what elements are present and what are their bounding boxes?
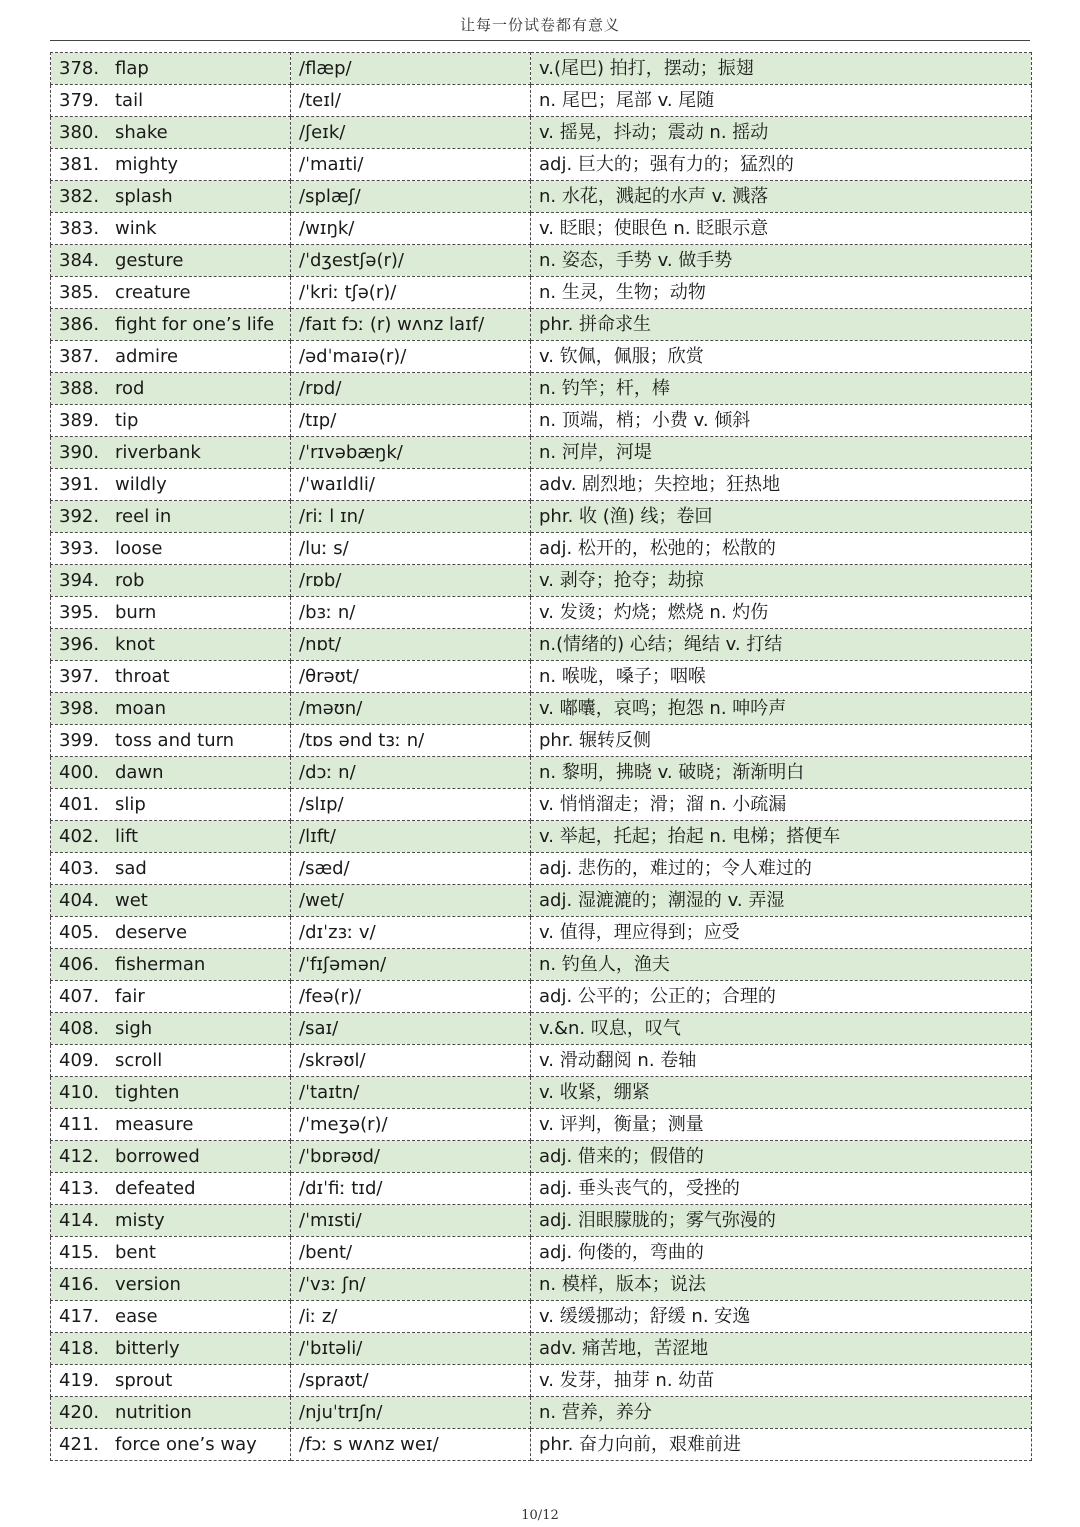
meaning-cell: adj. 借来的；假借的 bbox=[531, 1141, 1032, 1173]
table-row bbox=[51, 373, 1032, 405]
entry-number: 408. bbox=[59, 1017, 100, 1039]
meaning-cell: n. 顶端，梢；小费 v. 倾斜 bbox=[531, 405, 1032, 437]
meaning-cell: n. 钓竿；杆，棒 bbox=[531, 373, 1032, 405]
entry-number: 394. bbox=[59, 569, 100, 591]
table-row bbox=[51, 213, 1032, 245]
word-cell bbox=[51, 725, 291, 757]
table-row bbox=[51, 309, 1032, 341]
entry-word: sprout bbox=[115, 1369, 173, 1391]
phonetic-cell: /ˈbɪtəli/ bbox=[291, 1333, 531, 1365]
table-row bbox=[51, 53, 1032, 85]
word-cell bbox=[51, 1429, 291, 1461]
entry-number: 404. bbox=[59, 889, 100, 911]
meaning-cell: v. 摇晃，抖动；震动 n. 摇动 bbox=[531, 117, 1032, 149]
entry-word: wildly bbox=[115, 473, 167, 495]
entry-number: 378. bbox=[59, 57, 100, 79]
entry-word: nutrition bbox=[115, 1401, 192, 1423]
phonetic-cell: /ˈvɜː ʃn/ bbox=[291, 1269, 531, 1301]
word-cell bbox=[51, 565, 291, 597]
word-cell bbox=[51, 1237, 291, 1269]
phonetic-cell: /ˈmaɪti/ bbox=[291, 149, 531, 181]
word-cell bbox=[51, 597, 291, 629]
entry-number: 380. bbox=[59, 121, 100, 143]
entry-word: force one’s way bbox=[115, 1433, 257, 1455]
meaning-cell: adj. 垂头丧气的，受挫的 bbox=[531, 1173, 1032, 1205]
entry-number: 402. bbox=[59, 825, 100, 847]
meaning-cell: v. 剥夺；抢夺；劫掠 bbox=[531, 565, 1032, 597]
word-cell bbox=[51, 629, 291, 661]
phonetic-cell: /spraʊt/ bbox=[291, 1365, 531, 1397]
entry-word: fight for one’s life bbox=[115, 313, 275, 335]
entry-word: dawn bbox=[115, 761, 164, 783]
meaning-cell: v. 眨眼；使眼色 n. 眨眼示意 bbox=[531, 213, 1032, 245]
word-cell bbox=[51, 917, 291, 949]
entry-word: toss and turn bbox=[115, 729, 235, 751]
entry-word: rod bbox=[115, 377, 145, 399]
meaning-cell: v. 评判，衡量；测量 bbox=[531, 1109, 1032, 1141]
entry-word: lift bbox=[115, 825, 139, 847]
entry-number: 415. bbox=[59, 1241, 100, 1263]
entry-word: mighty bbox=[115, 153, 179, 175]
phonetic-cell: /ˈfɪʃəmən/ bbox=[291, 949, 531, 981]
phonetic-cell: /nɒt/ bbox=[291, 629, 531, 661]
meaning-cell: n. 钓鱼人，渔夫 bbox=[531, 949, 1032, 981]
word-cell bbox=[51, 757, 291, 789]
meaning-cell: n. 黎明，拂晓 v. 破晓；渐渐明白 bbox=[531, 757, 1032, 789]
word-cell bbox=[51, 1397, 291, 1429]
meaning-cell: v. 举起，托起；抬起 n. 电梯；搭便车 bbox=[531, 821, 1032, 853]
phonetic-cell: /bent/ bbox=[291, 1237, 531, 1269]
phonetic-cell: /njuˈtrɪʃn/ bbox=[291, 1397, 531, 1429]
meaning-cell: adj. 公平的；公正的；合理的 bbox=[531, 981, 1032, 1013]
entry-word: flap bbox=[115, 57, 149, 79]
word-cell bbox=[51, 1045, 291, 1077]
entry-word: fisherman bbox=[115, 953, 206, 975]
table-row bbox=[51, 277, 1032, 309]
meaning-cell: v. 缓缓挪动；舒缓 n. 安逸 bbox=[531, 1301, 1032, 1333]
table-row bbox=[51, 1333, 1032, 1365]
entry-number: 411. bbox=[59, 1113, 100, 1135]
phonetic-cell: /ədˈmaɪə(r)/ bbox=[291, 341, 531, 373]
table-row bbox=[51, 437, 1032, 469]
entry-number: 416. bbox=[59, 1273, 100, 1295]
word-cell bbox=[51, 373, 291, 405]
word-cell bbox=[51, 1141, 291, 1173]
phonetic-cell: /skrəʊl/ bbox=[291, 1045, 531, 1077]
word-cell bbox=[51, 661, 291, 693]
phonetic-cell: /splæʃ/ bbox=[291, 181, 531, 213]
phonetic-cell: /ˈrɪvəbæŋk/ bbox=[291, 437, 531, 469]
word-cell bbox=[51, 1365, 291, 1397]
table-row bbox=[51, 629, 1032, 661]
phonetic-cell: /bɜː n/ bbox=[291, 597, 531, 629]
phonetic-cell: /wet/ bbox=[291, 885, 531, 917]
meaning-cell: adj. 悲伤的，难过的；令人难过的 bbox=[531, 853, 1032, 885]
table-row bbox=[51, 693, 1032, 725]
entry-word: wink bbox=[115, 217, 157, 239]
entry-number: 417. bbox=[59, 1305, 100, 1327]
page-header: 让每一份试卷都有意义 bbox=[459, 16, 620, 34]
phonetic-cell: /ˈdʒestʃə(r)/ bbox=[291, 245, 531, 277]
entry-number: 413. bbox=[59, 1177, 100, 1199]
meaning-cell: v. 嘟囔，哀鸣；抱怨 n. 呻吟声 bbox=[531, 693, 1032, 725]
entry-number: 397. bbox=[59, 665, 100, 687]
page-number: 10/12 bbox=[521, 1508, 559, 1523]
phonetic-cell: /rɒb/ bbox=[291, 565, 531, 597]
entry-word: moan bbox=[115, 697, 166, 719]
word-cell bbox=[51, 1269, 291, 1301]
meaning-cell: v. 值得，理应得到；应受 bbox=[531, 917, 1032, 949]
phonetic-cell: /sæd/ bbox=[291, 853, 531, 885]
entry-number: 400. bbox=[59, 761, 100, 783]
word-cell bbox=[51, 693, 291, 725]
entry-number: 382. bbox=[59, 185, 100, 207]
entry-word: tail bbox=[115, 89, 144, 111]
entry-number: 407. bbox=[59, 985, 100, 1007]
entry-word: creature bbox=[115, 281, 191, 303]
meaning-cell: v. 收紧，绷紧 bbox=[531, 1077, 1032, 1109]
entry-word: defeated bbox=[115, 1177, 196, 1199]
entry-word: gesture bbox=[115, 249, 184, 271]
meaning-cell: n. 尾巴；尾部 v. 尾随 bbox=[531, 85, 1032, 117]
word-cell bbox=[51, 1205, 291, 1237]
entry-number: 393. bbox=[59, 537, 100, 559]
word-cell bbox=[51, 1109, 291, 1141]
table-row bbox=[51, 405, 1032, 437]
meaning-cell: n. 喉咙，嗓子；咽喉 bbox=[531, 661, 1032, 693]
entry-number: 379. bbox=[59, 89, 100, 111]
word-cell bbox=[51, 117, 291, 149]
table-row bbox=[51, 821, 1032, 853]
phonetic-cell: /saɪ/ bbox=[291, 1013, 531, 1045]
word-cell bbox=[51, 437, 291, 469]
entry-number: 391. bbox=[59, 473, 100, 495]
entry-word: scroll bbox=[115, 1049, 163, 1071]
table-row bbox=[51, 1141, 1032, 1173]
meaning-cell: phr. 奋力向前，艰难前进 bbox=[531, 1429, 1032, 1461]
table-row bbox=[51, 181, 1032, 213]
phonetic-cell: /wɪŋk/ bbox=[291, 213, 531, 245]
entry-word: wet bbox=[115, 889, 148, 911]
entry-word: rob bbox=[115, 569, 145, 591]
phonetic-cell: /məʊn/ bbox=[291, 693, 531, 725]
meaning-cell: n.(情绪的) 心结；绳结 v. 打结 bbox=[531, 629, 1032, 661]
phonetic-cell: /slɪp/ bbox=[291, 789, 531, 821]
meaning-cell: n. 生灵，生物；动物 bbox=[531, 277, 1032, 309]
phonetic-cell: /fɔː s wʌnz weɪ/ bbox=[291, 1429, 531, 1461]
phonetic-cell: /rɒd/ bbox=[291, 373, 531, 405]
word-cell bbox=[51, 1013, 291, 1045]
word-cell bbox=[51, 533, 291, 565]
word-cell bbox=[51, 53, 291, 85]
entry-word: slip bbox=[115, 793, 146, 815]
entry-word: fair bbox=[115, 985, 145, 1007]
word-cell bbox=[51, 469, 291, 501]
phonetic-cell: /feə(r)/ bbox=[291, 981, 531, 1013]
table-row bbox=[51, 117, 1032, 149]
entry-number: 385. bbox=[59, 281, 100, 303]
table-row bbox=[51, 1205, 1032, 1237]
entry-word: bent bbox=[115, 1241, 156, 1263]
entry-word: loose bbox=[115, 537, 163, 559]
entry-word: version bbox=[115, 1273, 181, 1295]
word-cell bbox=[51, 981, 291, 1013]
table-row bbox=[51, 1237, 1032, 1269]
table-row bbox=[51, 469, 1032, 501]
table-row bbox=[51, 1365, 1032, 1397]
entry-number: 383. bbox=[59, 217, 100, 239]
word-cell bbox=[51, 341, 291, 373]
word-cell bbox=[51, 1333, 291, 1365]
meaning-cell: adj. 湿漉漉的；潮湿的 v. 弄湿 bbox=[531, 885, 1032, 917]
phonetic-cell: /flæp/ bbox=[291, 53, 531, 85]
entry-word: sigh bbox=[115, 1017, 153, 1039]
meaning-cell: adj. 松开的，松弛的；松散的 bbox=[531, 533, 1032, 565]
entry-word: tighten bbox=[115, 1081, 180, 1103]
table-row bbox=[51, 661, 1032, 693]
phonetic-cell: /dɪˈfiː tɪd/ bbox=[291, 1173, 531, 1205]
meaning-cell: adv. 痛苦地，苦涩地 bbox=[531, 1333, 1032, 1365]
entry-word: splash bbox=[115, 185, 173, 207]
entry-number: 398. bbox=[59, 697, 100, 719]
meaning-cell: adj. 巨大的；强有力的；猛烈的 bbox=[531, 149, 1032, 181]
meaning-cell: n. 营养，养分 bbox=[531, 1397, 1032, 1429]
meaning-cell: n. 河岸，河堤 bbox=[531, 437, 1032, 469]
entry-number: 384. bbox=[59, 249, 100, 271]
meaning-cell: adj. 佝偻的，弯曲的 bbox=[531, 1237, 1032, 1269]
entry-word: reel in bbox=[115, 505, 172, 527]
entry-number: 406. bbox=[59, 953, 100, 975]
phonetic-cell: /teɪl/ bbox=[291, 85, 531, 117]
table-row bbox=[51, 981, 1032, 1013]
entry-number: 387. bbox=[59, 345, 100, 367]
table-row bbox=[51, 725, 1032, 757]
phonetic-cell: /tɒs ənd tɜː n/ bbox=[291, 725, 531, 757]
entry-word: admire bbox=[115, 345, 179, 367]
table-row bbox=[51, 917, 1032, 949]
entry-word: throat bbox=[115, 665, 170, 687]
meaning-cell: adj. 泪眼朦胧的；雾气弥漫的 bbox=[531, 1205, 1032, 1237]
word-cell bbox=[51, 501, 291, 533]
entry-number: 392. bbox=[59, 505, 100, 527]
entry-number: 412. bbox=[59, 1145, 100, 1167]
word-cell bbox=[51, 789, 291, 821]
table-row bbox=[51, 885, 1032, 917]
entry-number: 410. bbox=[59, 1081, 100, 1103]
meaning-cell: v. 钦佩，佩服；欣赏 bbox=[531, 341, 1032, 373]
entry-word: sad bbox=[115, 857, 147, 879]
phonetic-cell: /ˈmeʒə(r)/ bbox=[291, 1109, 531, 1141]
header-divider bbox=[50, 40, 1030, 41]
word-cell bbox=[51, 405, 291, 437]
meaning-cell: v. 发芽，抽芽 n. 幼苗 bbox=[531, 1365, 1032, 1397]
vocabulary-table-body bbox=[51, 53, 1032, 1461]
word-cell bbox=[51, 85, 291, 117]
entry-word: deserve bbox=[115, 921, 188, 943]
word-cell bbox=[51, 309, 291, 341]
word-cell bbox=[51, 181, 291, 213]
meaning-cell: v.&n. 叹息，叹气 bbox=[531, 1013, 1032, 1045]
word-cell bbox=[51, 949, 291, 981]
word-cell bbox=[51, 277, 291, 309]
word-cell bbox=[51, 821, 291, 853]
entry-number: 418. bbox=[59, 1337, 100, 1359]
phonetic-cell: /ˈtaɪtn/ bbox=[291, 1077, 531, 1109]
table-row bbox=[51, 565, 1032, 597]
table-row bbox=[51, 1013, 1032, 1045]
entry-number: 401. bbox=[59, 793, 100, 815]
entry-number: 390. bbox=[59, 441, 100, 463]
phonetic-cell: /ˈmɪsti/ bbox=[291, 1205, 531, 1237]
phonetic-cell: /iː z/ bbox=[291, 1301, 531, 1333]
table-row bbox=[51, 949, 1032, 981]
phonetic-cell: /ʃeɪk/ bbox=[291, 117, 531, 149]
entry-word: borrowed bbox=[115, 1145, 200, 1167]
phonetic-cell: /riː l ɪn/ bbox=[291, 501, 531, 533]
word-cell bbox=[51, 213, 291, 245]
table-row bbox=[51, 1045, 1032, 1077]
phonetic-cell: /luː s/ bbox=[291, 533, 531, 565]
table-row bbox=[51, 533, 1032, 565]
table-row bbox=[51, 597, 1032, 629]
meaning-cell: n. 模样，版本；说法 bbox=[531, 1269, 1032, 1301]
meaning-cell: v.(尾巴) 拍打，摆动；振翅 bbox=[531, 53, 1032, 85]
meaning-cell: v. 悄悄溜走；滑；溜 n. 小疏漏 bbox=[531, 789, 1032, 821]
table-row bbox=[51, 501, 1032, 533]
meaning-cell: n. 水花，溅起的水声 v. 溅落 bbox=[531, 181, 1032, 213]
table-row bbox=[51, 1077, 1032, 1109]
table-row bbox=[51, 1269, 1032, 1301]
phonetic-cell: /lɪft/ bbox=[291, 821, 531, 853]
meaning-cell: phr. 拼命求生 bbox=[531, 309, 1032, 341]
phonetic-cell: /ˈbɒrəʊd/ bbox=[291, 1141, 531, 1173]
entry-number: 420. bbox=[59, 1401, 100, 1423]
entry-number: 414. bbox=[59, 1209, 100, 1231]
phonetic-cell: /θrəʊt/ bbox=[291, 661, 531, 693]
entry-word: knot bbox=[115, 633, 155, 655]
entry-number: 386. bbox=[59, 313, 100, 335]
entry-number: 405. bbox=[59, 921, 100, 943]
table-row bbox=[51, 85, 1032, 117]
table-row bbox=[51, 1109, 1032, 1141]
word-cell bbox=[51, 885, 291, 917]
word-cell bbox=[51, 149, 291, 181]
word-cell bbox=[51, 1301, 291, 1333]
table-row bbox=[51, 1173, 1032, 1205]
phonetic-cell: /faɪt fɔː (r) wʌnz laɪf/ bbox=[291, 309, 531, 341]
entry-word: burn bbox=[115, 601, 157, 623]
entry-number: 409. bbox=[59, 1049, 100, 1071]
meaning-cell: v. 滑动翻阅 n. 卷轴 bbox=[531, 1045, 1032, 1077]
table-row bbox=[51, 789, 1032, 821]
entry-number: 396. bbox=[59, 633, 100, 655]
entry-word: shake bbox=[115, 121, 168, 143]
table-row bbox=[51, 149, 1032, 181]
phonetic-cell: /ˈwaɪldli/ bbox=[291, 469, 531, 501]
table-row bbox=[51, 853, 1032, 885]
table-row bbox=[51, 1301, 1032, 1333]
meaning-cell: v. 发烫；灼烧；燃烧 n. 灼伤 bbox=[531, 597, 1032, 629]
word-cell bbox=[51, 1173, 291, 1205]
table-row bbox=[51, 1429, 1032, 1461]
table-row bbox=[51, 1397, 1032, 1429]
meaning-cell: phr. 收 (渔) 线；卷回 bbox=[531, 501, 1032, 533]
phonetic-cell: /ˈkriː tʃə(r)/ bbox=[291, 277, 531, 309]
word-cell bbox=[51, 853, 291, 885]
entry-word: tip bbox=[115, 409, 139, 431]
entry-number: 381. bbox=[59, 153, 100, 175]
entry-number: 403. bbox=[59, 857, 100, 879]
word-cell bbox=[51, 245, 291, 277]
entry-number: 421. bbox=[59, 1433, 100, 1455]
entry-number: 388. bbox=[59, 377, 100, 399]
phonetic-cell: /dɪˈzɜː v/ bbox=[291, 917, 531, 949]
table-row bbox=[51, 245, 1032, 277]
meaning-cell: adv. 剧烈地；失控地；狂热地 bbox=[531, 469, 1032, 501]
entry-word: bitterly bbox=[115, 1337, 180, 1359]
entry-number: 389. bbox=[59, 409, 100, 431]
entry-word: ease bbox=[115, 1305, 158, 1327]
entry-word: measure bbox=[115, 1113, 194, 1135]
vocabulary-table bbox=[50, 52, 1032, 1461]
phonetic-cell: /tɪp/ bbox=[291, 405, 531, 437]
entry-number: 395. bbox=[59, 601, 100, 623]
phonetic-cell: /dɔː n/ bbox=[291, 757, 531, 789]
entry-word: misty bbox=[115, 1209, 165, 1231]
meaning-cell: phr. 辗转反侧 bbox=[531, 725, 1032, 757]
table-row bbox=[51, 757, 1032, 789]
entry-number: 399. bbox=[59, 729, 100, 751]
meaning-cell: n. 姿态，手势 v. 做手势 bbox=[531, 245, 1032, 277]
table-row bbox=[51, 341, 1032, 373]
entry-number: 419. bbox=[59, 1369, 100, 1391]
word-cell bbox=[51, 1077, 291, 1109]
entry-word: riverbank bbox=[115, 441, 201, 463]
